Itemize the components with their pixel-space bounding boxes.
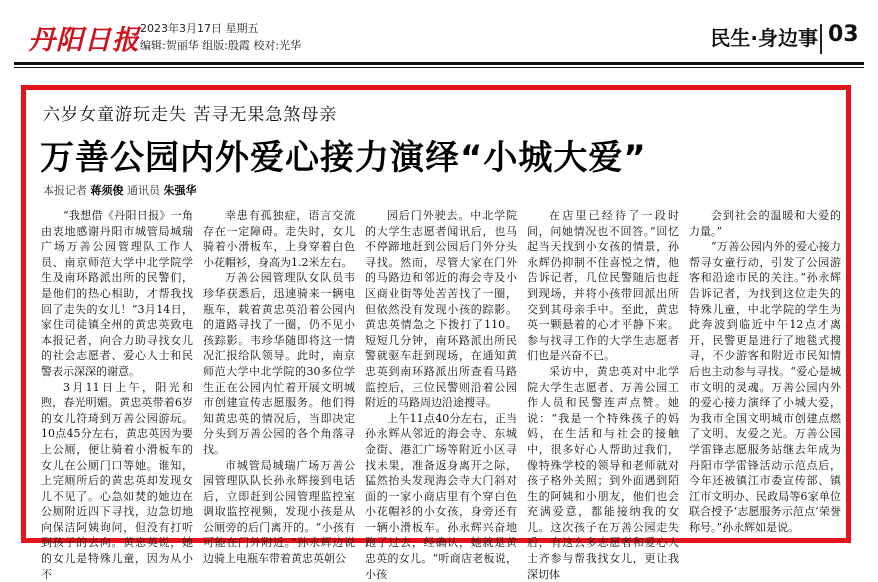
- correspondent-name: 朱强华: [163, 184, 197, 197]
- article-kicker: 六岁女童游玩走失 苦寻无果急煞母亲: [43, 105, 338, 125]
- header-divider: [820, 24, 822, 54]
- article-column-4: [527, 208, 679, 581]
- paragraph: “万善公园内外的爱心接力帮寻女童行动，引发了公园游客和沿途市民的关注。”孙永辉告诉记者，为找到这位走失的特殊儿童，中北学院的学生为此奔波到临近中午12点才离开，民警更是进行了地毯式搜寻，不少游客和附近市民知情后也主动参与寻找。“爱心是城市文明的灵魂。万善公园内外的爱心接力演绎了小城大爱，为我市全国文明城市创建点燃了文明、友爱之光。万善公园学雷锋志愿服务站继去年成为丹阳市学雷锋活动示范点后，今年还被镇江市委宣传部、镇江市文明办、民政局等6家单位联合授予‘志愿服务示范点’荣誉称号。”孙永辉如是说。: [689, 240, 841, 534]
- issue-meta: [140, 20, 301, 54]
- article-frame: [21, 85, 851, 581]
- paragraph: 上午11点40分左右，正当孙永辉从邻近的海会寺、东城金街、港汇广场等附近小区寻找未果，准备返身离开之际，猛然抬头发现海会寺大门斜对面的一家小商店里有个穿白色小花帽衫的小女孩，身旁还有一辆小滑板车。孙永辉兴奋地跑了过去，经确认，她就是黄忠英的女儿。“听商店老板说，小孩: [365, 411, 517, 581]
- paragraph: 在店里已经待了一段时间，问她情况也不回答。”回忆起当天找到小女孩的情景，孙永辉仍抑制不住喜悦之情，他告诉记者，几位民警随后也赶到现场，并将小孩带回派出所交到其母亲手中。至此，黄忠英一颗悬着的心才平静下来。参与找寻工作的大学生志愿者们也是兴奋不已。: [527, 209, 679, 363]
- article-byline: [43, 182, 197, 198]
- paragraph: 幸患有孤独症，语言交流存在一定障碍。走失时，女儿骑着小滑板车，上身穿着白色小花帽衫，身高为1.2米左右。: [203, 209, 355, 269]
- paragraph: 园后门外驶去。中北学院的大学生志愿者闻讯后，也马不停蹄地赶到公园后门外分头寻找。然而，尽管大家在门外的马路边和邻近的海会寺及小区商业街等处苦苦找了一圈，但依然没有发现小孩的踪影。黄忠英情急之下拨打了110。短短几分钟，南环路派出所民警就驱车赶到现场，在通知黄忠英到南环路派出所查看马路监控后，三位民警则沿着公园附近的马路周边沿途搜寻。: [365, 209, 517, 410]
- header-rule-thin: [14, 67, 864, 68]
- article-column-3: [365, 208, 517, 581]
- issue-date: 2023年3月17日 星期五: [140, 22, 259, 35]
- page-number: 03: [828, 22, 859, 47]
- paragraph: 市城管局城瑞广场万善公园管理队队长孙永辉接到电话后，立即赶到公园管理监控室调取监控视频，发现小孩是从公厕旁的后门离开的。“小孩有可能在门外附近。”孙永辉边说边骑上电瓶车带着黄忠英朝公: [203, 458, 355, 566]
- paragraph: 万善公园管理队女队员韦珍华获悉后，迅速骑来一辆电瓶车，载着黄忠英沿着公园内的道路寻找了一圈，仍不见小孩踪影。韦珍华随即将这一情况汇报给队领导。此时，南京师范大学中北学院的30多位学生正在公园内忙着开展文明城市创建宣传志愿服务。他们得知黄忠英的情况后，当即决定分头到万善公园的各个角落寻找。: [203, 271, 355, 456]
- paragraph: 会到社会的温暖和大爱的力量。”: [689, 209, 841, 238]
- reporter-label: 本报记者: [43, 184, 87, 197]
- paragraph: 采访中，黄忠英对中北学院大学生志愿者、万善公园工作人员和民警连声点赞。她说：“我是一个特殊孩子的妈妈，在生活和与社会的接触中，很多好心人帮助过我们，像特殊学校的领导和老师就对孩子格外关照；到外面遇到陌生的阿姨和小朋友，他们也会充满爱意，都能接纳我的女儿。这次孩子在万善公园走失后，有这么多志愿者和爱心人士齐参与帮我找女儿，更让我深切体: [527, 364, 679, 581]
- reporter-name: 蒋须俊: [90, 184, 124, 197]
- section-title: 民生·身边事: [710, 26, 818, 50]
- paragraph: “我想借《丹阳日报》一角由衷地感谢丹阳市城管局城瑞广场万善公园管理队工作人员、南京师范大学中北学院学生及南环路派出所的民警们，是他们的热心相助，才帮我找回了走失的女儿！”3月14日，家住司徒镇全州的黄忠英致电本报记者，向合力助寻找女儿的社会志愿者、爱心人士和民警表示深深的谢意。: [41, 209, 193, 378]
- article-column-2: [203, 208, 355, 566]
- paragraph: 3月11日上午，阳光和煦，春光明媚。黄忠英带着6岁的女儿符琦到万善公园游玩。10点45分左右，黄忠英因为要上公厕，便让骑着小滑板车的女儿在公厕门口等她。谁知，上完厕所后的黄忠英却发现女儿不见了。心急如焚的她边在公厕附近四下寻找，边急切地向保洁阿姨询问，但没有打听到孩子的去向。黄忠英说，她的女儿是特殊儿童，因为从小不: [41, 380, 193, 581]
- newspaper-masthead: 丹阳日报: [28, 25, 140, 56]
- header-rule: [14, 62, 864, 65]
- article-body: [41, 208, 841, 581]
- article-headline: 万善公园内外爱心接力演绎“小城大爱”: [40, 138, 647, 178]
- article-column-1: [41, 208, 193, 581]
- editors-credit: 编辑:贺丽华 组版:殷霞 校对:光华: [140, 39, 302, 52]
- correspondent-label: 通讯员: [127, 184, 160, 197]
- article-column-5: [689, 208, 841, 538]
